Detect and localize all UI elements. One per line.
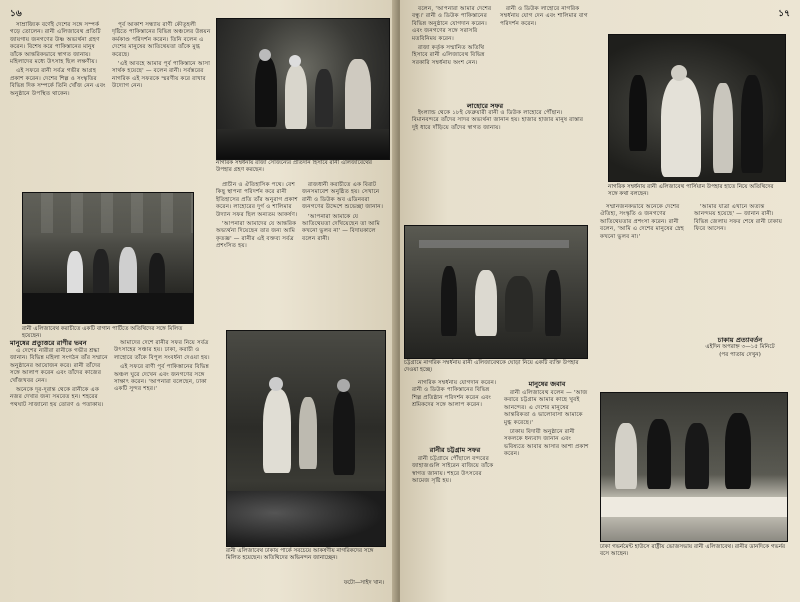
photo-horse-gift	[404, 225, 588, 359]
figure	[263, 389, 291, 473]
figure	[713, 83, 733, 173]
figure	[67, 251, 83, 297]
paragraph: 'এই আবহে আমার পূর্ব পাকিস্তানে আসা সার্থক হয়েছে' — বলেন রানী। সর্বস্তরের নাগরিক এই সফরকে স্মরণীয় করে রাখার উদ্যোগ নেন।	[112, 61, 211, 90]
left-text-column-5	[10, 348, 110, 588]
paragraph: রানী ও ডিউক লাহোরে নাগরিক সম্বর্ধনায় যোগ দেন এবং শালিমার বাগ পরিদর্শন করেন।	[500, 6, 588, 27]
paragraph: ঢাকায় বিদায়ী অনুষ্ঠানে রানী সকলকে ধন্যবাদ জানান এবং ভবিষ্যতে আবার আসার আশা প্রকাশ করেন।	[504, 429, 589, 458]
right-text-column-1b	[500, 6, 588, 98]
figure	[255, 57, 277, 127]
section-subtitle: এইদিন অপরাহ্ন ৩—১৫ মিনিটে	[705, 344, 775, 350]
figure-head	[289, 55, 301, 67]
figure	[299, 397, 317, 469]
paragraph: 'আপনারা আমাদের যে আন্তরিক অভ্যর্থনা দিয়েছেন তার জন্য আমি কৃতজ্ঞ' — রানীর এই বক্তব্য সর্বত্র প্রশংসিত হয়।	[216, 221, 297, 250]
right-text-column-4	[694, 204, 786, 330]
right-text-column-6	[412, 456, 498, 590]
photo-garden-party	[22, 192, 194, 324]
figure	[661, 77, 701, 177]
left-text-column-4	[302, 182, 388, 330]
foreground-plants	[227, 491, 385, 546]
figure	[475, 270, 497, 336]
paragraph: রানী চট্টগ্রামে পৌঁছালে বন্দরের জাহাজগুলি সাইরেন বাজিয়ে তাঁকে স্বাগত জানায়। শহরে উৎসবের আমেজ সৃষ্টি হয়।	[412, 456, 494, 485]
left-text-column-6	[114, 340, 218, 588]
section-heading: লাহোরে সফর	[466, 102, 504, 110]
right-text-column-2	[412, 110, 588, 222]
photo-state-banquet	[600, 392, 788, 542]
paragraph: এ দেশের নারীরা রানীকে গভীর শ্রদ্ধা জানান। বিভিন্ন মহিলা সংগঠন তাঁর সম্মানে অনুষ্ঠানের আয়োজন করে। রানী তাঁদের সঙ্গে আলাপ করেন এবং তাঁদের কাজের খোঁজখবর নেন।	[10, 348, 108, 384]
figure	[725, 413, 751, 489]
figure-head	[259, 49, 271, 61]
paragraph: আমাদের দেশে রানীর সফর নিয়ে সর্বত্র উৎসাহের সঞ্চার হয়। ঢাকা, করাচী ও লাহোরে তাঁকে বিপুল সংবর্ধনা দেওয়া হয়।	[114, 340, 210, 361]
photo-queen-reception	[608, 34, 786, 182]
banquet-table	[601, 497, 787, 517]
continued-note: (পর পাতায় দেখুন)	[719, 352, 761, 358]
section-heading: রানীর চট্টগ্রাম সফর	[429, 446, 481, 454]
figure-head	[337, 379, 350, 392]
section-heading: চাকায় প্রত্যাবর্তন	[717, 336, 763, 344]
colonnade	[23, 193, 193, 233]
page-number-left: ১৬	[10, 9, 22, 19]
right-text-column-3	[600, 204, 690, 364]
figure	[615, 423, 637, 489]
section-heading: মানুষের জবাব	[528, 380, 566, 388]
paragraph: ইংল্যান্ড থেকে ১৮ই ফেব্রুয়ারী রানী ও ডিউক লাহোরে পৌঁছান। বিমানবন্দরে তাঁদের সাদর অভ্যর্থনা জানান হয়। হাজার হাজার মানুষ রাস্তার দুই ধারে দাঁড়িয়ে তাঁদের স্বাগত জানায়।	[412, 110, 584, 131]
paragraph: প্রাচীন ও ঐতিহাসিক পথে। বেশ কিছু স্থাপনা পরিদর্শন করে রানী ইতিহাসের প্রতি তাঁর অনুরাগ প্রকাশ করেন। লাহোরের দুর্গ ও শালিমার উদ্যান সফর ছিল অন্যতম আকর্ষণ।	[216, 182, 298, 218]
figure	[333, 391, 355, 475]
figure	[285, 65, 307, 129]
photo-caption: রানী এলিজাবেথ করাচীতে একটি বাগান পার্টিতে অতিথিদের সঙ্গে মিলিত হয়েছেন।	[22, 326, 183, 339]
photo-credit: ফটো—সাইদ খান।	[343, 580, 384, 586]
photo-park-greeting	[226, 330, 386, 547]
paragraph: এই সফরে রানী সর্বত্র গভীর আগ্রহ প্রকাশ করেন। দেশের শিল্প ও সংস্কৃতির বিভিন্ন দিক সম্পর্কে তিনি খোঁজ নেন এবং অনুষ্ঠানে উপস্থিত থাকেন।	[10, 68, 106, 97]
paragraph: সম্মানজনকভাবে অনেকে দেশের ঐতিহ্য, সংস্কৃতি ও জনগণের আতিথেয়তার প্রশংসা করেন। রানী বলেন, 'আমি এ দেশের মানুষের স্নেহ কখনো ভুলব না।'	[600, 204, 685, 240]
paragraph: বলেন, 'আপনারা আমার দেশের বন্ধু।' রানী ও ডিউক পাকিস্তানের বিভিন্ন অনুষ্ঠানে যোগদান করেন। এবং জনগণের সঙ্গে সরাসরি মতবিনিময় করেন।	[412, 6, 492, 42]
figure	[119, 247, 137, 297]
figure	[93, 249, 109, 295]
paragraph: অনেকে দূর-দূরান্ত থেকে রানীকে এক নজর দেখার জন্য সমবেত হন। শহরের পথঘাট সাজানো হয় তোরণ ও পতাকায়।	[10, 387, 104, 408]
section-heading: মানুষের প্রত্যুত্তরে রাণীর ভবন	[10, 339, 87, 347]
paragraph: পূর্ব আকাশ সন্ধ্যায় রাণী কৌতূহলী দৃষ্টিতে পাকিস্তানের বিভিন্ন অঞ্চলের উন্নয়ন কর্মকাণ্ড পরিদর্শন করেন। তিনি বলেন এ দেশের মানুষের আতিথেয়তা তাঁকে মুগ্ধ করেছে।	[112, 22, 211, 58]
figure	[345, 59, 371, 133]
paragraph: 'আমার যাত্রা এখানে অত্যন্ত আনন্দময় হয়েছে' — জানান রানী। বিভিন্ন জেলায় সফর শেষে রানী ঢাকায় ফিরে আসেন।	[694, 204, 783, 233]
photo-caption: নাগরিক সম্বর্ধনায় রাজা সৌজন্যের প্রতিদান হিসাবে রানী এলিজাবেথের উপহার গ্রহণ করছেন।	[216, 160, 372, 173]
figure	[441, 266, 457, 336]
right-text-column-7	[504, 390, 590, 590]
figure	[629, 75, 647, 151]
paragraph: 'আপনারা আমাকে যে আতিথেয়তা দেখিয়েছেন তা আমি কখনো ভুলব না' — বিদায়কালে বলেন রানী।	[302, 213, 380, 242]
figure	[505, 276, 533, 332]
paragraph: সাম্রাজ্যিক বর্ণেই দেশের সঙ্গে সম্পর্ক গড়ে তোলেন। রানী এলিজাবেথ প্রতিটি জায়গায় জনগণের উষ্ণ অভ্যর্থনা গ্রহণ করেন। বিশেষ করে পাকিস্তানের মানুষ তাঁকে আন্তরিকভাবে স্বাগত জানায়। মহিলাদের মধ্যে উৎসাহ ছিল লক্ষণীয়।	[10, 22, 101, 66]
figure	[741, 75, 763, 173]
paragraph: রানী এলিজাবেথ বলেন — 'আজ কবারে চট্টগ্রাম আমার কাছে খুবই আনন্দের। এ দেশের মানুষের আন্তরিকতা ও ভালোবাসা আমাকে মুগ্ধ করেছে।'	[504, 390, 588, 426]
figure-head	[671, 65, 687, 81]
figure-head	[269, 377, 283, 391]
photo-caption: রানী এলিজাবেথ ঢাকায় পার্কে সবচেয়ে আকর্ষণীয় নাগরিকদের সঙ্গে মিলিত হয়েছেন। অতিথিদের অভিনন্দন জানাচ্ছেন।	[226, 548, 374, 561]
left-page	[0, 0, 396, 602]
photo-caption: নাগরিক সম্বর্ধনায় রানী এলিজাবেথ পার্সিয়ান উপহার হাতে নিয়ে অতিথিদের সঙ্গে কথা বলছেন।	[608, 184, 774, 197]
right-text-column-5	[412, 380, 498, 438]
banner	[419, 240, 569, 248]
right-text-column-1	[412, 6, 496, 98]
photo-caption: ঢাকা গভর্নমেন্ট হাউসে রাষ্ট্রীয় ভোজসভায় রানী এলিজাবেথ। রানীর ডানদিকে গভর্নর বসে আছেন।	[600, 544, 786, 557]
foreground-plants	[23, 293, 193, 323]
page-number-right: ১৭	[778, 9, 790, 19]
paragraph: রাজধানী করাচীতে এক বিরাট জনসমাবেশ অনুষ্ঠিত হয়। সেখানে রানী ও ডিউক অব এডিনবরা জনগণের উদ্দেশে শুভেচ্ছা জানান।	[302, 182, 384, 211]
right-page	[400, 0, 800, 602]
paragraph: নাগরিক সম্বর্ধনায় যোগদান করেন। রানী ও ডিউক পাকিস্তানের বিভিন্ন শিল্প প্রতিষ্ঠান পরিদর্শন করেন এবং শ্রমিকদের সঙ্গে আলাপ করেন।	[412, 380, 497, 409]
figure	[545, 270, 561, 336]
photo-reception	[216, 18, 390, 160]
left-text-column-3	[216, 182, 298, 330]
paragraph: রাজা কর্তৃক সম্মানিত অতিথি হিসাবে রানী এলিজাবেথ বিভিন্ন সরকারি সম্বর্ধনায় অংশ নেন।	[412, 45, 485, 66]
paragraph: এই সফরে রাণী পূর্ব পাকিস্তানের বিভিন্ন অঞ্চল ঘুরে দেখেন এবং জনগণের সঙ্গে সাক্ষাৎ করেন। 'আপনারা বলেছেন, ঢাকা একটি সুন্দর শহর।'	[114, 364, 210, 393]
figure	[685, 423, 709, 489]
figure	[149, 253, 165, 297]
foreground-plants	[217, 129, 389, 159]
figure	[647, 419, 671, 489]
left-text-column-2	[112, 22, 212, 184]
photo-caption: চট্টগ্রামে নাগরিক সম্বর্ধনায় রানী এলিজাবেথকে ঘোড়া নিয়ে একটি ব্যক্তি উপহার দেওয়া হচ্ছে।	[404, 360, 579, 373]
left-text-column-1	[10, 22, 106, 184]
figure	[315, 69, 333, 127]
